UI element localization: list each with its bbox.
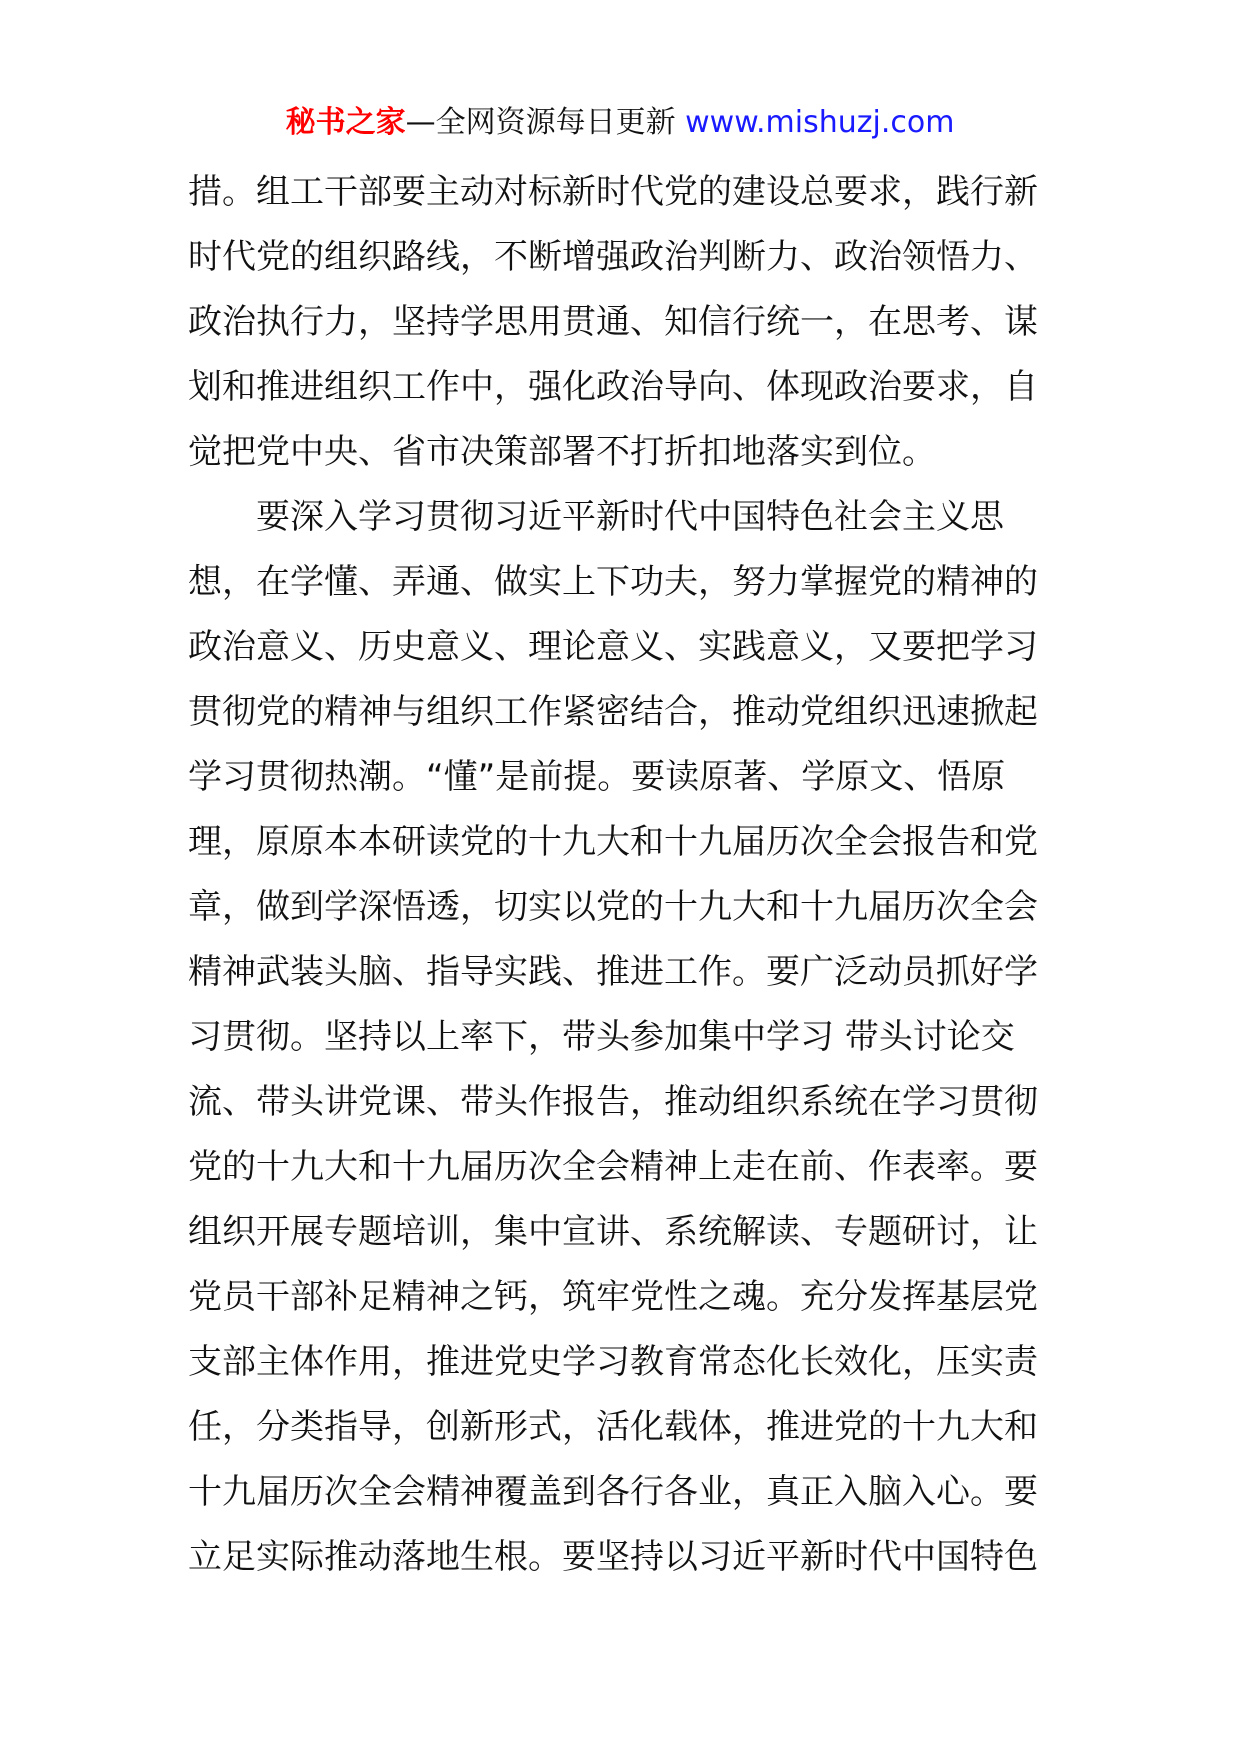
text-line: 措。组工干部要主动对标新时代党的建设总要求，践行新 <box>188 172 1038 212</box>
page-header <box>0 103 1240 143</box>
text-line: 任，分类指导，创新形式，活化载体，推进党的十九大和 <box>188 1407 1038 1447</box>
text-line: 时代党的组织路线，不断增强政治判断力、政治领悟力、 <box>188 237 1038 277</box>
text-line: 精神武装头脑、指导实践、推进工作。要广泛动员抓好学 <box>188 952 1038 992</box>
text-line: 组织开展专题培训，集中宣讲、系统解读、专题研讨，让 <box>188 1212 1038 1252</box>
text-line: 党的十九大和十九届历次全会精神上走在前、作表率。要 <box>188 1147 1038 1187</box>
text-line: 理，原原本本研读党的十九大和十九届历次全会报告和党 <box>188 822 1038 862</box>
text-line: 立足实际推动落地生根。要坚持以习近平新时代中国特色 <box>188 1537 1038 1577</box>
text-line: 贯彻党的精神与组织工作紧密结合，推动党组织迅速掀起 <box>188 692 1038 732</box>
text-line: 十九届历次全会精神覆盖到各行各业，真正入脑入心。要 <box>188 1472 1038 1512</box>
text-line: 觉把党中央、省市决策部署不打折扣地落实到位。 <box>188 432 936 472</box>
text-line: 章，做到学深悟透，切实以党的十九大和十九届历次全会 <box>188 887 1038 927</box>
header-tagline: —全网资源每日更新 <box>405 105 676 140</box>
document-body <box>188 160 1054 1590</box>
text-line: 支部主体作用，推进党史学习教育常态化长效化，压实责 <box>188 1342 1038 1382</box>
paragraph-start-line: 要深入学习贯彻习近平新时代中国特色社会主义思 <box>256 497 1004 537</box>
text-line: 流、带头讲党课、带头作报告，推动组织系统在学习贯彻 <box>188 1082 1038 1122</box>
text-line: 党员干部补足精神之钙，筑牢党性之魂。充分发挥基层党 <box>188 1277 1038 1317</box>
text-line: 习贯彻。坚持以上率下，带头参加集中学习 带头讨论交 <box>188 1017 1015 1057</box>
text-line: 划和推进组织工作中，强化政治导向、体现政治要求，自 <box>188 367 1038 407</box>
header-url-link[interactable]: www.mishuzj.com <box>685 105 955 140</box>
text-line: 想，在学懂、弄通、做实上下功夫，努力掌握党的精神的 <box>188 562 1038 602</box>
text-line: 学习贯彻热潮。“懂”是前提。要读原著、学原文、悟原 <box>188 757 1006 797</box>
text-line: 政治执行力，坚持学思用贯通、知信行统一，在思考、谋 <box>188 302 1038 342</box>
header-brand: 秘书之家 <box>285 105 406 140</box>
text-line: 政治意义、历史意义、理论意义、实践意义，又要把学习 <box>188 627 1038 667</box>
